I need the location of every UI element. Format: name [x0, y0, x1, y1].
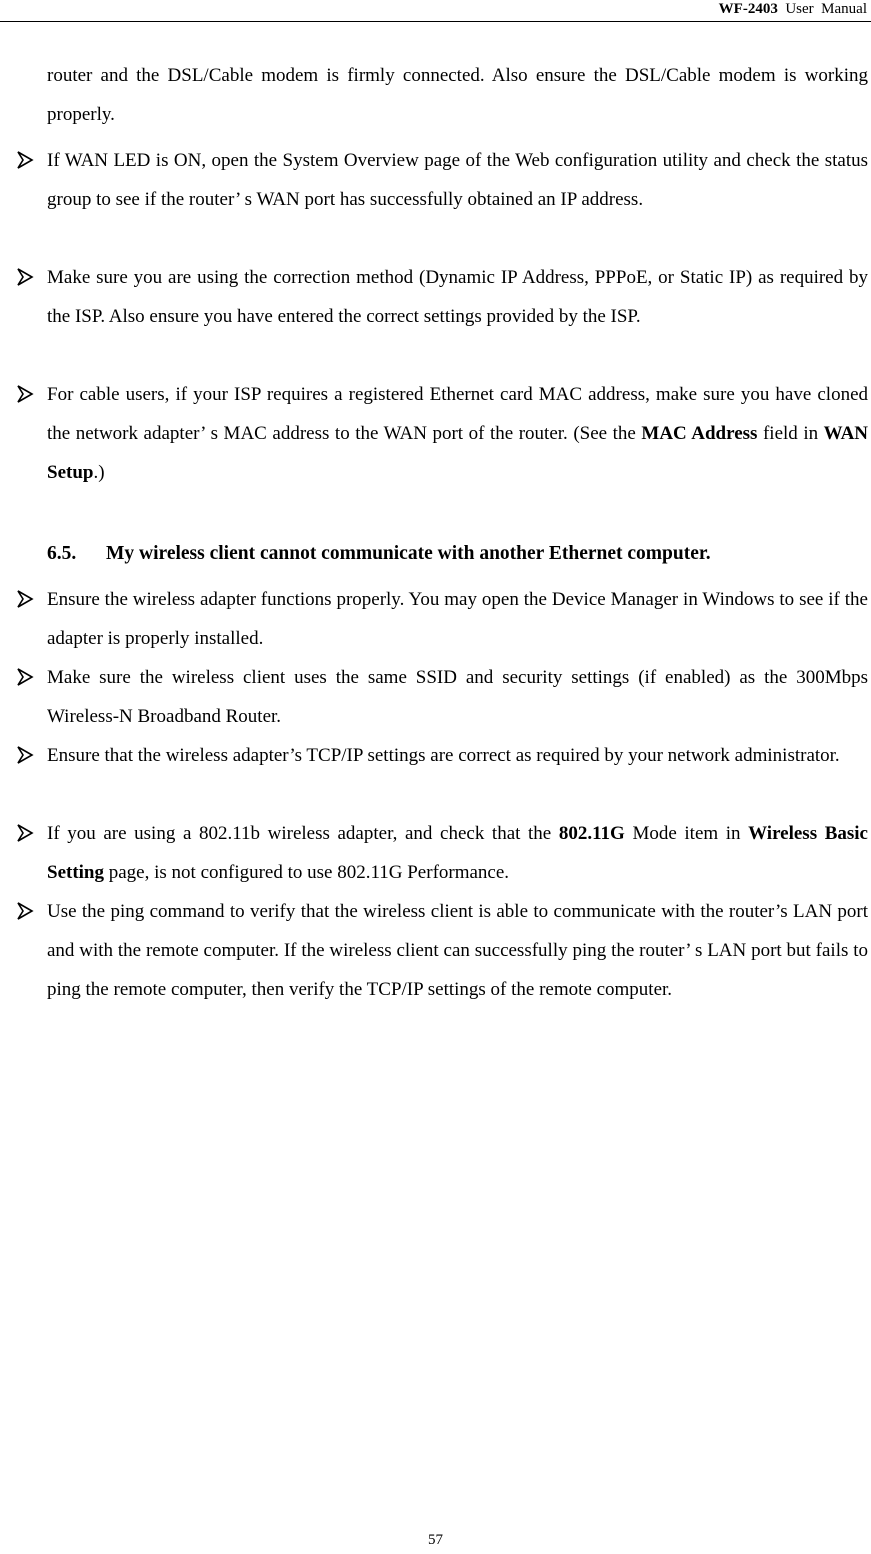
- list-item-text: page, is not configured to use 802.11G Performance.: [104, 862, 510, 883]
- list-item-text: If you are using a 802.11b wireless adapter, and check that the: [47, 823, 559, 844]
- mode-802-11g-term: 802.11G: [558, 823, 625, 844]
- list-item-text: For cable users, if your ISP requires a registered Ethernet card MAC address, make sure you have cloned the network adapter’ s MAC address to the WAN port of the router. (See the: [47, 384, 868, 444]
- section-number: 6.5.: [47, 543, 77, 564]
- list-item: [47, 375, 868, 492]
- list-item: Make sure you are using the correction method (Dynamic IP Address, PPPoE, or Static IP) as required by the ISP. Also ensure you have entered the correct settings provided by the ISP.: [47, 267, 868, 327]
- list-item: Make sure the wireless client uses the same SSID and security settings (if enabled) as the 300Mbps Wireless-N Broadband Router.: [47, 667, 868, 727]
- continuation-paragraph: router and the DSL/Cable modem is firmly connected. Also ensure the DSL/Cable modem is working properly.: [47, 65, 868, 125]
- page-number: 57: [428, 1532, 443, 1548]
- list-item: If WAN LED is ON, open the System Overview page of the Web configuration utility and check the status group to see if the router’ s WAN port has successfully obtained an IP address.: [47, 150, 868, 210]
- arrowhead-bullet-icon: [16, 746, 34, 764]
- list-item: Ensure that the wireless adapter’s TCP/IP settings are correct as required by your network administrator.: [47, 745, 840, 766]
- arrowhead-bullet-icon: [16, 668, 34, 686]
- wireless-basic-setting-term: Wireless Basic Setting: [47, 823, 868, 883]
- list-item: Use the ping command to verify that the wireless client is able to communicate with the router’s LAN port and with the remote computer. If the wireless client can successfully ping the router’ s LAN port but fails to ping the remote computer, then verify the TCP/IP settings of the remote computer.: [47, 901, 868, 1000]
- list-item: [47, 814, 868, 892]
- running-header: [0, 0, 871, 22]
- arrowhead-bullet-icon: [16, 151, 34, 169]
- arrowhead-bullet-icon: [16, 902, 34, 920]
- header-title: User Manual: [777, 1, 867, 17]
- wan-setup-term: WAN Setup: [47, 423, 869, 483]
- list-item-text: Mode item in: [624, 823, 749, 844]
- arrowhead-bullet-icon: [16, 268, 34, 286]
- section-title: My wireless client cannot communicate with another Ethernet computer.: [106, 543, 711, 564]
- header-model: WF-2403: [718, 1, 778, 17]
- arrowhead-bullet-icon: [16, 590, 34, 608]
- section-heading: [47, 534, 868, 573]
- list-item-text: field in: [757, 423, 824, 444]
- arrowhead-bullet-icon: [16, 824, 34, 842]
- arrowhead-bullet-icon: [16, 385, 34, 403]
- mac-address-term: MAC Address: [641, 423, 758, 444]
- list-item: Ensure the wireless adapter functions properly. You may open the Device Manager in Windows to see if the adapter is properly installed.: [47, 589, 868, 649]
- list-item-text: .): [93, 462, 105, 483]
